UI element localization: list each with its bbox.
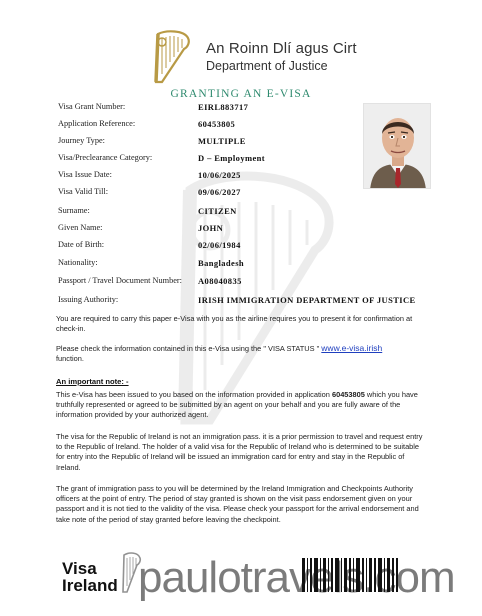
field-value: 60453805: [198, 119, 236, 129]
note-p1-prefix: This e-Visa has been issued to you based on the information provided in application: [56, 390, 332, 399]
field-value: EIRL883717: [198, 102, 249, 112]
field-label: Issuing Authority:: [58, 295, 119, 304]
field-label: Application Reference:: [58, 119, 136, 128]
field-label: Visa/Preclearance Category:: [58, 153, 153, 162]
important-note-paragraph-3: The grant of immigration pass to you will be determined by the Ireland Immigration and Checkpoints Authority officers at the point of entry. The period of stay granted is shown on the visit pass endorsement given on your passport and it is not tied to the validity of the visa. Please check your passport for the arrival endorsement and take note of the period of stay granted before leaving the checkpoint.: [56, 484, 419, 524]
important-note-paragraph-1: [56, 390, 428, 421]
check-notice: [56, 343, 428, 364]
field-visa-valid-till: [58, 187, 458, 201]
field-value: 10/06/2025: [198, 170, 241, 180]
field-surname: [58, 206, 458, 220]
e-visa-status-link[interactable]: www.e-visa.irish: [321, 343, 383, 353]
visa-logo-line-2: Ireland: [62, 576, 118, 595]
department-name-irish: An Roinn Dlí agus Cirt: [206, 40, 357, 57]
important-note-paragraph-2: The visa for the Republic of Ireland is not an immigration pass. it is a prior permission to travel and request entry to the Republic of Ireland. The holder of a valid visa for the Republic of Ireland who is determined to be suitable for entry into the Republic of Ireland will be issued an immigration card for entry and stay in the Republic of Ireland.: [56, 432, 423, 472]
field-label: Surname:: [58, 206, 90, 215]
field-value: MULTIPLE: [198, 136, 246, 146]
department-name-english: Department of Justice: [206, 59, 328, 73]
applicant-photo: [363, 103, 431, 189]
field-label: Given Name:: [58, 223, 103, 232]
field-value: JOHN: [198, 223, 224, 233]
field-label: Date of Birth:: [58, 240, 105, 249]
field-value: CITIZEN: [198, 206, 237, 216]
field-given-name: [58, 223, 458, 237]
field-value: 09/06/2027: [198, 187, 241, 197]
field-value: Bangladesh: [198, 258, 245, 268]
field-label: Passport / Travel Document Number:: [58, 276, 182, 285]
field-label: Nationality:: [58, 258, 98, 267]
harp-icon: [150, 30, 192, 84]
watermark-text: paulotravels.com: [138, 553, 455, 602]
field-value: A08040835: [198, 276, 242, 286]
document-title: GRANTING AN E-VISA: [170, 88, 312, 100]
field-date-of-birth: [58, 240, 458, 254]
field-value: D – Employment: [198, 153, 265, 163]
field-label: Journey Type:: [58, 136, 105, 145]
check-notice-suffix: function.: [56, 354, 84, 364]
field-nationality: [58, 258, 458, 272]
visa-logo-line-1: Visa: [62, 559, 97, 578]
check-notice-prefix: Please check the information contained in this e-Visa using the " VISA STATUS ": [56, 344, 322, 353]
carry-notice: You are required to carry this paper e-Visa with you as the airline requires you to present it for confirmation at check-in.: [56, 314, 413, 334]
visa-ireland-logo: [62, 560, 118, 594]
field-label: Visa Issue Date:: [58, 170, 112, 179]
field-label: Visa Grant Number:: [58, 102, 126, 111]
field-issuing-authority: [58, 295, 458, 309]
field-passport-number: [58, 276, 458, 290]
important-note-heading: An important note: -: [56, 377, 129, 386]
field-value: IRISH IMMIGRATION DEPARTMENT OF JUSTICE: [198, 295, 416, 305]
field-value: 02/06/1984: [198, 240, 241, 250]
note-p1-application-ref: 60453805: [331, 390, 365, 399]
note-p1-suffix: which you have truthfully represented or agreed to be submitted by an agent on your behalf and you are fully aware of the information provided by your authorized agent.: [56, 390, 418, 420]
applicant-photo-portrait: [364, 104, 431, 189]
field-label: Visa Valid Till:: [58, 187, 109, 196]
